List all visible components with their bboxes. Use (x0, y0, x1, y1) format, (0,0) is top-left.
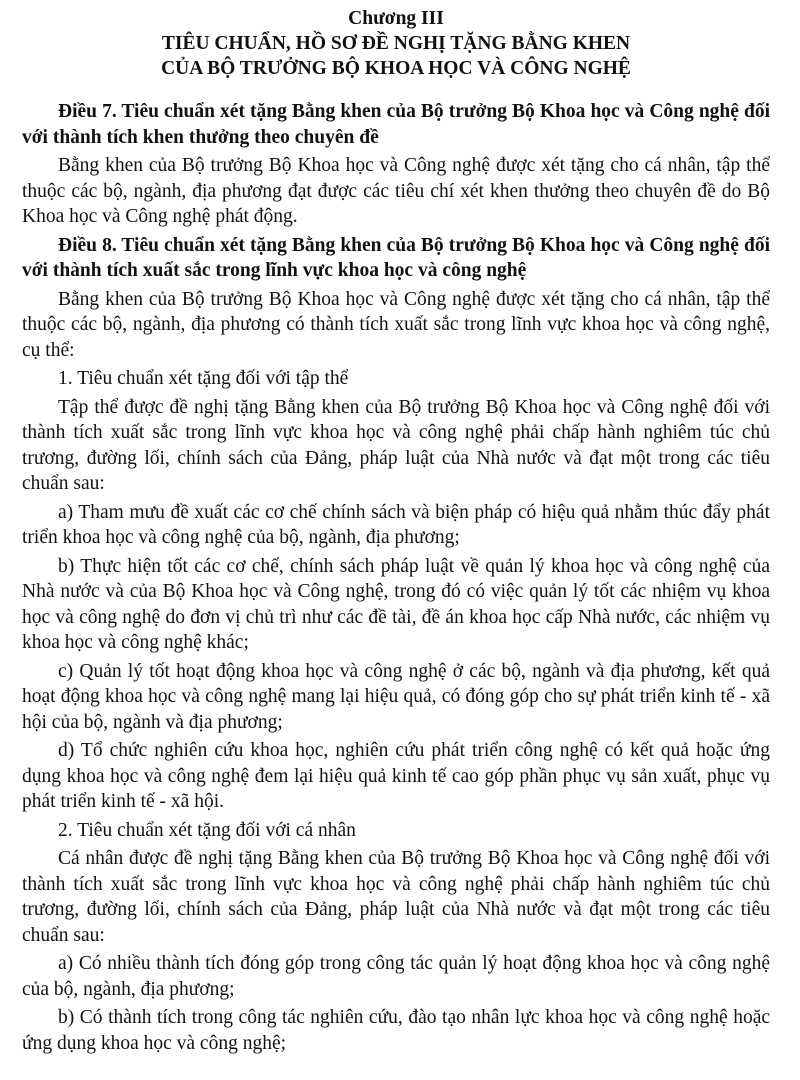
chapter-number: Chương III (348, 8, 444, 29)
section-2-heading: 2. Tiêu chuẩn xét tặng đối với cá nhân (58, 819, 356, 841)
chapter-heading (22, 0, 770, 81)
section-1-heading: 1. Tiêu chuẩn xét tặng đối với tập thể (58, 368, 349, 389)
article-7-title: Điều 7. Tiêu chuẩn xét tặng Bằng khen của Bộ trưởng Bộ Khoa học và Công nghệ đối với thành tích khen thưởng theo chuyên đề (22, 101, 770, 148)
article-8-intro: Bằng khen của Bộ trưởng Bộ Khoa học và Công nghệ được xét tặng cho cá nhân, tập thể thuộc các bộ, ngành, địa phương có thành tích xuất sắc trong lĩnh vực khoa học và công nghệ, cụ thể: (22, 288, 770, 361)
section-1-item-a: a) Tham mưu đề xuất các cơ chế chính sách và biện pháp có hiệu quả nhằm thúc đẩy phát triển khoa học và công nghệ của bộ, ngành, địa phương; (22, 501, 770, 548)
chapter-title-line-1: TIÊU CHUẨN, HỒ SƠ ĐỀ NGHỊ TẶNG BẰNG KHEN (161, 33, 631, 54)
section-1-intro: Tập thể được đề nghị tặng Bằng khen của Bộ trưởng Bộ Khoa học và Công nghệ đối với thành tích xuất sắc trong lĩnh vực khoa học và công nghệ phải chấp hành nghiêm túc chủ trương, đường lối, chính sách của Đảng, pháp luật của Nhà nước và đạt một trong các tiêu chuẩn sau: (22, 396, 770, 494)
section-2-item-a: a) Có nhiều thành tích đóng góp trong công tác quản lý hoạt động khoa học và công nghệ của bộ, ngành, địa phương; (22, 953, 770, 1000)
section-1-item-d: d) Tổ chức nghiên cứu khoa học, nghiên cứu phát triển công nghệ có kết quả hoặc ứng dụng khoa học và công nghệ đem lại hiệu quả kinh tế cao góp phần phục vụ sản xuất, phục vụ phát triển kinh tế - xã hội. (22, 740, 770, 812)
section-1-item-c: c) Quản lý tốt hoạt động khoa học và công nghệ ở các bộ, ngành và địa phương, kết quả hoạt động khoa học và công nghệ mang lại hiệu quả, có đóng góp cho sự phát triển kinh tế - xã hội của bộ, ngành và địa phương; (22, 660, 770, 733)
article-7-body: Bằng khen của Bộ trưởng Bộ Khoa học và Công nghệ được xét tặng cho cá nhân, tập thể thuộc các bộ, ngành, địa phương đạt được các tiêu chí xét khen thưởng theo chuyên đề do Bộ Khoa học và Công nghệ phát động. (22, 155, 770, 227)
section-1-item-b: b) Thực hiện tốt các cơ chế, chính sách pháp luật về quản lý khoa học và công nghệ của Nhà nước và của Bộ Khoa học và Công nghệ, trong đó có việc quản lý tốt các nhiệm vụ khoa học và công nghệ do đơn vị chủ trì như các đề tài, đề án khoa học cấp Nhà nước, các nhiệm vụ khoa học và công nghệ khác; (22, 555, 770, 653)
section-2-intro: Cá nhân được đề nghị tặng Bằng khen của Bộ trưởng Bộ Khoa học và Công nghệ đối với thành tích xuất sắc trong lĩnh vực khoa học và công nghệ phải chấp hành nghiêm túc chủ trương, đường lối, chính sách của Đảng, pháp luật của Nhà nước và đạt một trong các tiêu chuẩn sau: (22, 848, 770, 946)
article-8-title: Điều 8. Tiêu chuẩn xét tặng Bằng khen của Bộ trưởng Bộ Khoa học và Công nghệ đối với thành tích xuất sắc trong lĩnh vực khoa học và công nghệ (22, 234, 770, 281)
chapter-title-line-2: CỦA BỘ TRƯỞNG BỘ KHOA HỌC VÀ CÔNG NGHỆ (161, 58, 631, 79)
section-2-item-b: b) Có thành tích trong công tác nghiên cứu, đào tạo nhân lực khoa học và công nghệ hoặc ứng dụng khoa học và công nghệ; (22, 1007, 770, 1054)
